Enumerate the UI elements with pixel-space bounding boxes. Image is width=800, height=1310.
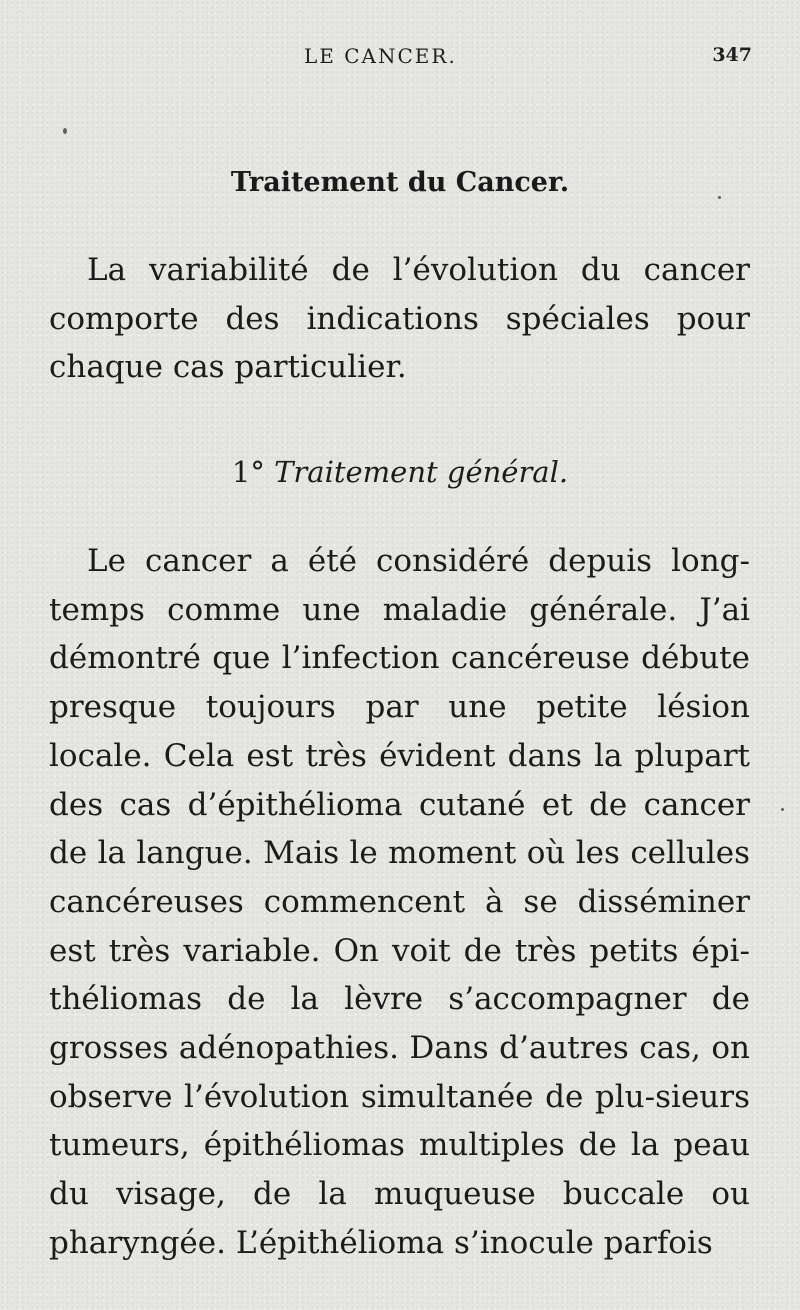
subsection-title: Traitement général. (274, 455, 569, 489)
page-number: 347 (712, 44, 752, 66)
subsection-heading (0, 452, 800, 492)
running-title: LE CANCER. (304, 44, 457, 68)
section-title: Traitement du Cancer. (230, 167, 570, 198)
body-paragraph: Le cancer a été considéré depuis long-temps comme une maladie générale. J’ai démontré que l’infection cancéreuse débute presque toujours par une petite lésion locale. Cela est très évident dans la plupart des cas d’épithélioma cutané et de cancer de la langue. Mais le moment où les cellules cancéreuses commencent à se disséminer est très variable. On voit de très petits épi-théliomas de la lèvre s’accompagner de grosses adénopathies. Dans d’autres cas, on observe l’évolution simultanée de plu-sieurs tumeurs, épithéliomas multiples de la peau du visage, de la muqueuse buccale ou pharyngée. L’épithélioma s’inocule parfois (49, 543, 750, 1261)
intro-paragraph: La variabilité de l’évolution du cancer comporte des indications spéciales pour chaque cas particulier. (49, 252, 750, 386)
paper-speck (63, 128, 67, 134)
subsection-number: 1° (231, 455, 265, 489)
paper-speck (781, 808, 784, 811)
page-header (0, 44, 800, 78)
